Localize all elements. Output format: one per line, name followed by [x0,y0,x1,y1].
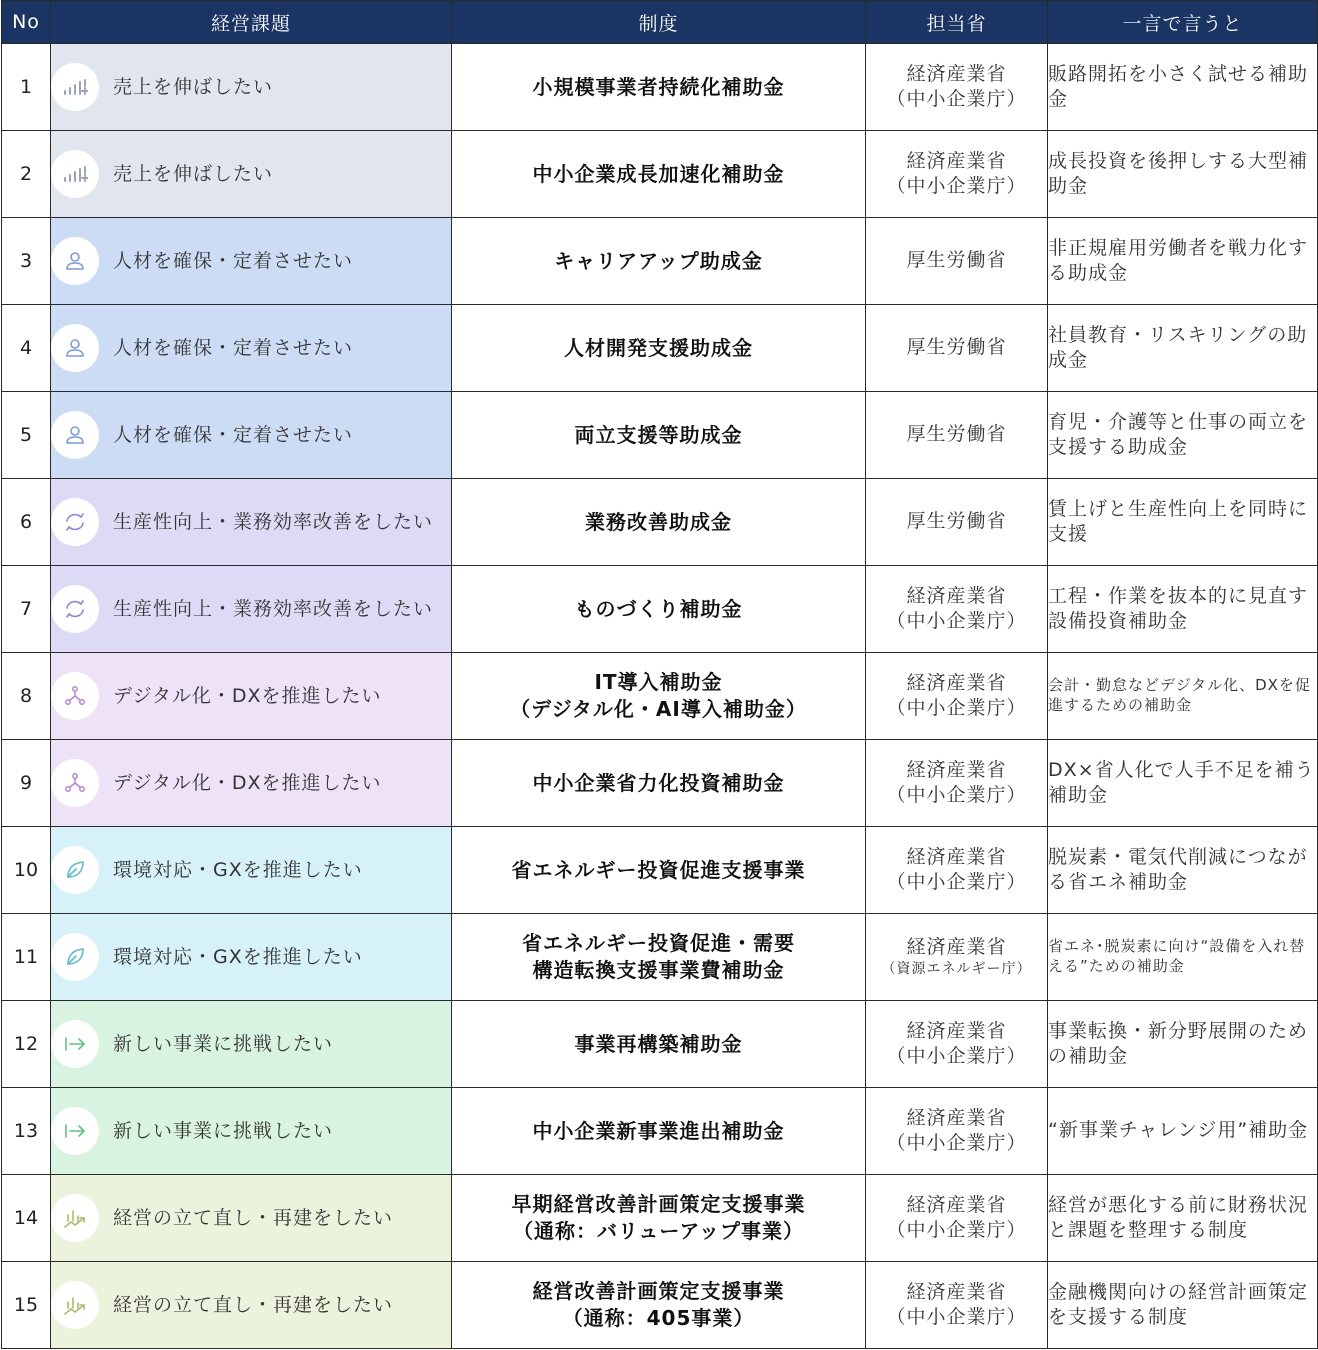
ministry-name [866,1001,1048,1088]
program-line: キャリアアップ助成金 [554,248,763,273]
program-name [452,392,866,479]
issue-content [51,1020,451,1068]
ministry-name [866,740,1048,827]
issue-cell [51,479,452,566]
program-line: 省エネルギー投資促進・需要 [522,931,795,955]
summary-text: 脱炭素・電気代削減につながる省エネ補助金 [1048,827,1318,914]
issue-content [51,846,451,894]
summary-text: 省エネ･脱炭素に向け“設備を入れ替える”ための補助金 [1048,914,1318,1001]
issue-label: 人材を確保・定着させたい [113,249,354,272]
ministry-line: 経済産業省 [906,1280,1007,1303]
row-number: 12 [2,1001,51,1088]
ministry-line: 経済産業省 [906,845,1007,868]
issue-content [51,498,451,546]
program-name [452,827,866,914]
program-line: 経営改善計画策定支援事業 [532,1279,785,1303]
refresh-icon [51,498,99,546]
recovery-chart-icon [51,1281,99,1329]
program-line: 中小企業新事業進出補助金 [532,1118,785,1143]
row-number: 8 [2,653,51,740]
agency-line: （中小企業庁） [886,1045,1027,1067]
table-row [2,740,1318,827]
program-line: 中小企業省力化投資補助金 [532,770,785,795]
issue-content [51,672,451,720]
table-row [2,131,1318,218]
ministry-line: 経済産業省 [906,758,1007,781]
agency-line: （中小企業庁） [886,784,1027,806]
summary-text: 非正規雇用労働者を戦力化する助成金 [1048,218,1318,305]
issue-cell [51,1262,452,1349]
row-number: 11 [2,914,51,1001]
leaf-icon [51,846,99,894]
issue-cell [51,827,452,914]
program-line: IT導入補助金 [594,670,723,694]
ministry-name [866,1088,1048,1175]
issue-label: 経営の立て直し・再建をしたい [113,1293,394,1316]
issue-cell [51,44,452,131]
ministry-name [866,392,1048,479]
ministry-name [866,1262,1048,1349]
issue-cell [51,305,452,392]
ministry-name [866,914,1048,1001]
row-number: 4 [2,305,51,392]
issue-cell [51,131,452,218]
program-line: （通称：バリューアップ事業） [513,1219,804,1243]
issue-content [51,585,451,633]
ministry-name [866,479,1048,566]
issue-label: 環境対応・GXを推進したい [113,945,363,968]
table-row [2,305,1318,392]
issue-label: 新しい事業に挑戦したい [113,1119,334,1142]
issue-content [51,150,451,198]
sales-chart-icon [51,63,99,111]
table-row [2,218,1318,305]
program-line: ものづくり補助金 [574,596,743,621]
table-row [2,914,1318,1001]
program-name [452,44,866,131]
program-line: 省エネルギー投資促進支援事業 [511,857,806,882]
program-line: 早期経営改善計画策定支援事業 [511,1192,806,1216]
agency-line: （中小企業庁） [886,697,1027,719]
summary-text: 賃上げと生産性向上を同時に支援 [1048,479,1318,566]
header-row [2,1,1318,44]
ministry-name [866,305,1048,392]
ministry-line: 経済産業省 [906,149,1007,172]
issue-cell [51,914,452,1001]
ministry-line: 経済産業省 [906,1019,1007,1042]
refresh-icon [51,585,99,633]
issue-label: 人材を確保・定着させたい [113,423,354,446]
agency-line: （中小企業庁） [886,1219,1027,1241]
program-name [452,479,866,566]
issue-cell [51,653,452,740]
program-name [452,914,866,1001]
person-icon [51,411,99,459]
arrow-right-icon [51,1020,99,1068]
program-name [452,1088,866,1175]
ministry-name [866,827,1048,914]
table-row [2,653,1318,740]
ministry-line: 厚生労働省 [906,249,1007,272]
leaf-icon [51,933,99,981]
table-row [2,1262,1318,1349]
program-name [452,1001,866,1088]
ministry-name [866,44,1048,131]
header-ministry: 担当省 [866,1,1048,44]
issue-content [51,324,451,372]
summary-text: 社員教育・リスキリングの助成金 [1048,305,1318,392]
summary-text: DX×省人化で人手不足を補う補助金 [1048,740,1318,827]
row-number: 14 [2,1175,51,1262]
row-number: 6 [2,479,51,566]
issue-label: 売上を伸ばしたい [113,162,274,185]
row-number: 13 [2,1088,51,1175]
header-summary: 一言で言うと [1048,1,1318,44]
issue-cell [51,1001,452,1088]
issue-label: デジタル化・DXを推進したい [113,771,382,794]
issue-label: 新しい事業に挑戦したい [113,1032,334,1055]
summary-text: 会計・勤怠などデジタル化、DXを促進するための補助金 [1048,653,1318,740]
issue-label: 生産性向上・業務効率改善をしたい [113,597,434,620]
agency-line: （中小企業庁） [886,1132,1027,1154]
table-row [2,1001,1318,1088]
arrow-right-icon [51,1107,99,1155]
summary-text: “新事業チャレンジ用”補助金 [1048,1088,1318,1175]
issue-label: 環境対応・GXを推進したい [113,858,363,881]
header-no: No [2,1,51,44]
ministry-name [866,218,1048,305]
person-icon [51,324,99,372]
program-line: 事業再構築補助金 [574,1031,743,1056]
ministry-line: 経済産業省 [906,584,1007,607]
ministry-line: 経済産業省 [906,1193,1007,1216]
issue-label: 経営の立て直し・再建をしたい [113,1206,394,1229]
subsidy-table [1,0,1318,1349]
table-row [2,827,1318,914]
ministry-line: 厚生労働省 [906,336,1007,359]
agency-line: （中小企業庁） [886,175,1027,197]
issue-label: 人材を確保・定着させたい [113,336,354,359]
table-row [2,479,1318,566]
program-name [452,566,866,653]
ministry-line: 経済産業省 [906,936,1007,959]
issue-cell [51,566,452,653]
program-name [452,653,866,740]
header-program: 制度 [452,1,866,44]
ministry-line: 経済産業省 [906,1106,1007,1129]
summary-text: 金融機関向けの経営計画策定を支援する制度 [1048,1262,1318,1349]
ministry-name [866,131,1048,218]
summary-text: 経営が悪化する前に財務状況と課題を整理する制度 [1048,1175,1318,1262]
row-number: 10 [2,827,51,914]
program-line: （デジタル化・AI導入補助金） [510,697,807,721]
issue-cell [51,740,452,827]
issue-cell [51,1088,452,1175]
row-number: 9 [2,740,51,827]
table-row [2,392,1318,479]
program-name [452,1175,866,1262]
issue-content [51,759,451,807]
program-line: 両立支援等助成金 [574,422,743,447]
issue-cell [51,218,452,305]
ministry-name [866,1175,1048,1262]
header-issue: 経営課題 [51,1,452,44]
issue-content [51,933,451,981]
table-row [2,566,1318,653]
agency-line: （中小企業庁） [886,88,1027,110]
ministry-name [866,653,1048,740]
person-icon [51,237,99,285]
row-number: 2 [2,131,51,218]
network-icon [51,759,99,807]
program-name [452,1262,866,1349]
agency-line: （中小企業庁） [886,610,1027,632]
recovery-chart-icon [51,1194,99,1242]
row-number: 15 [2,1262,51,1349]
summary-text: 工程・作業を抜本的に見直す設備投資補助金 [1048,566,1318,653]
row-number: 1 [2,44,51,131]
program-line: 構造転換支援事業費補助金 [532,958,785,982]
issue-content [51,63,451,111]
issue-content [51,1194,451,1242]
ministry-name [866,566,1048,653]
issue-content [51,411,451,459]
sales-chart-icon [51,150,99,198]
ministry-line: 経済産業省 [906,671,1007,694]
table-row [2,1088,1318,1175]
program-line: 中小企業成長加速化補助金 [532,161,785,186]
ministry-line: 厚生労働省 [906,510,1007,533]
ministry-line: 経済産業省 [906,62,1007,85]
issue-content [51,1107,451,1155]
summary-text: 事業転換・新分野展開のための補助金 [1048,1001,1318,1088]
program-name [452,218,866,305]
network-icon [51,672,99,720]
program-line: 業務改善助成金 [585,509,732,534]
table-row [2,1175,1318,1262]
issue-label: 売上を伸ばしたい [113,75,274,98]
issue-content [51,1281,451,1329]
row-number: 5 [2,392,51,479]
agency-line: （中小企業庁） [886,1306,1027,1328]
row-number: 3 [2,218,51,305]
program-name [452,740,866,827]
agency-line: （中小企業庁） [886,871,1027,893]
program-line: 人材開発支援助成金 [564,335,753,360]
issue-content [51,237,451,285]
row-number: 7 [2,566,51,653]
issue-label: 生産性向上・業務効率改善をしたい [113,510,434,533]
summary-text: 販路開拓を小さく試せる補助金 [1048,44,1318,131]
program-name [452,305,866,392]
program-line: 小規模事業者持続化補助金 [532,74,785,99]
table-row [2,44,1318,131]
summary-text: 成長投資を後押しする大型補助金 [1048,131,1318,218]
issue-cell [51,1175,452,1262]
ministry-line: 厚生労働省 [906,423,1007,446]
issue-label: デジタル化・DXを推進したい [113,684,382,707]
program-name [452,131,866,218]
agency-line: （資源エネルギー庁） [881,961,1032,978]
issue-cell [51,392,452,479]
program-line: （通称：405事業） [562,1306,755,1330]
summary-text: 育児・介護等と仕事の両立を支援する助成金 [1048,392,1318,479]
